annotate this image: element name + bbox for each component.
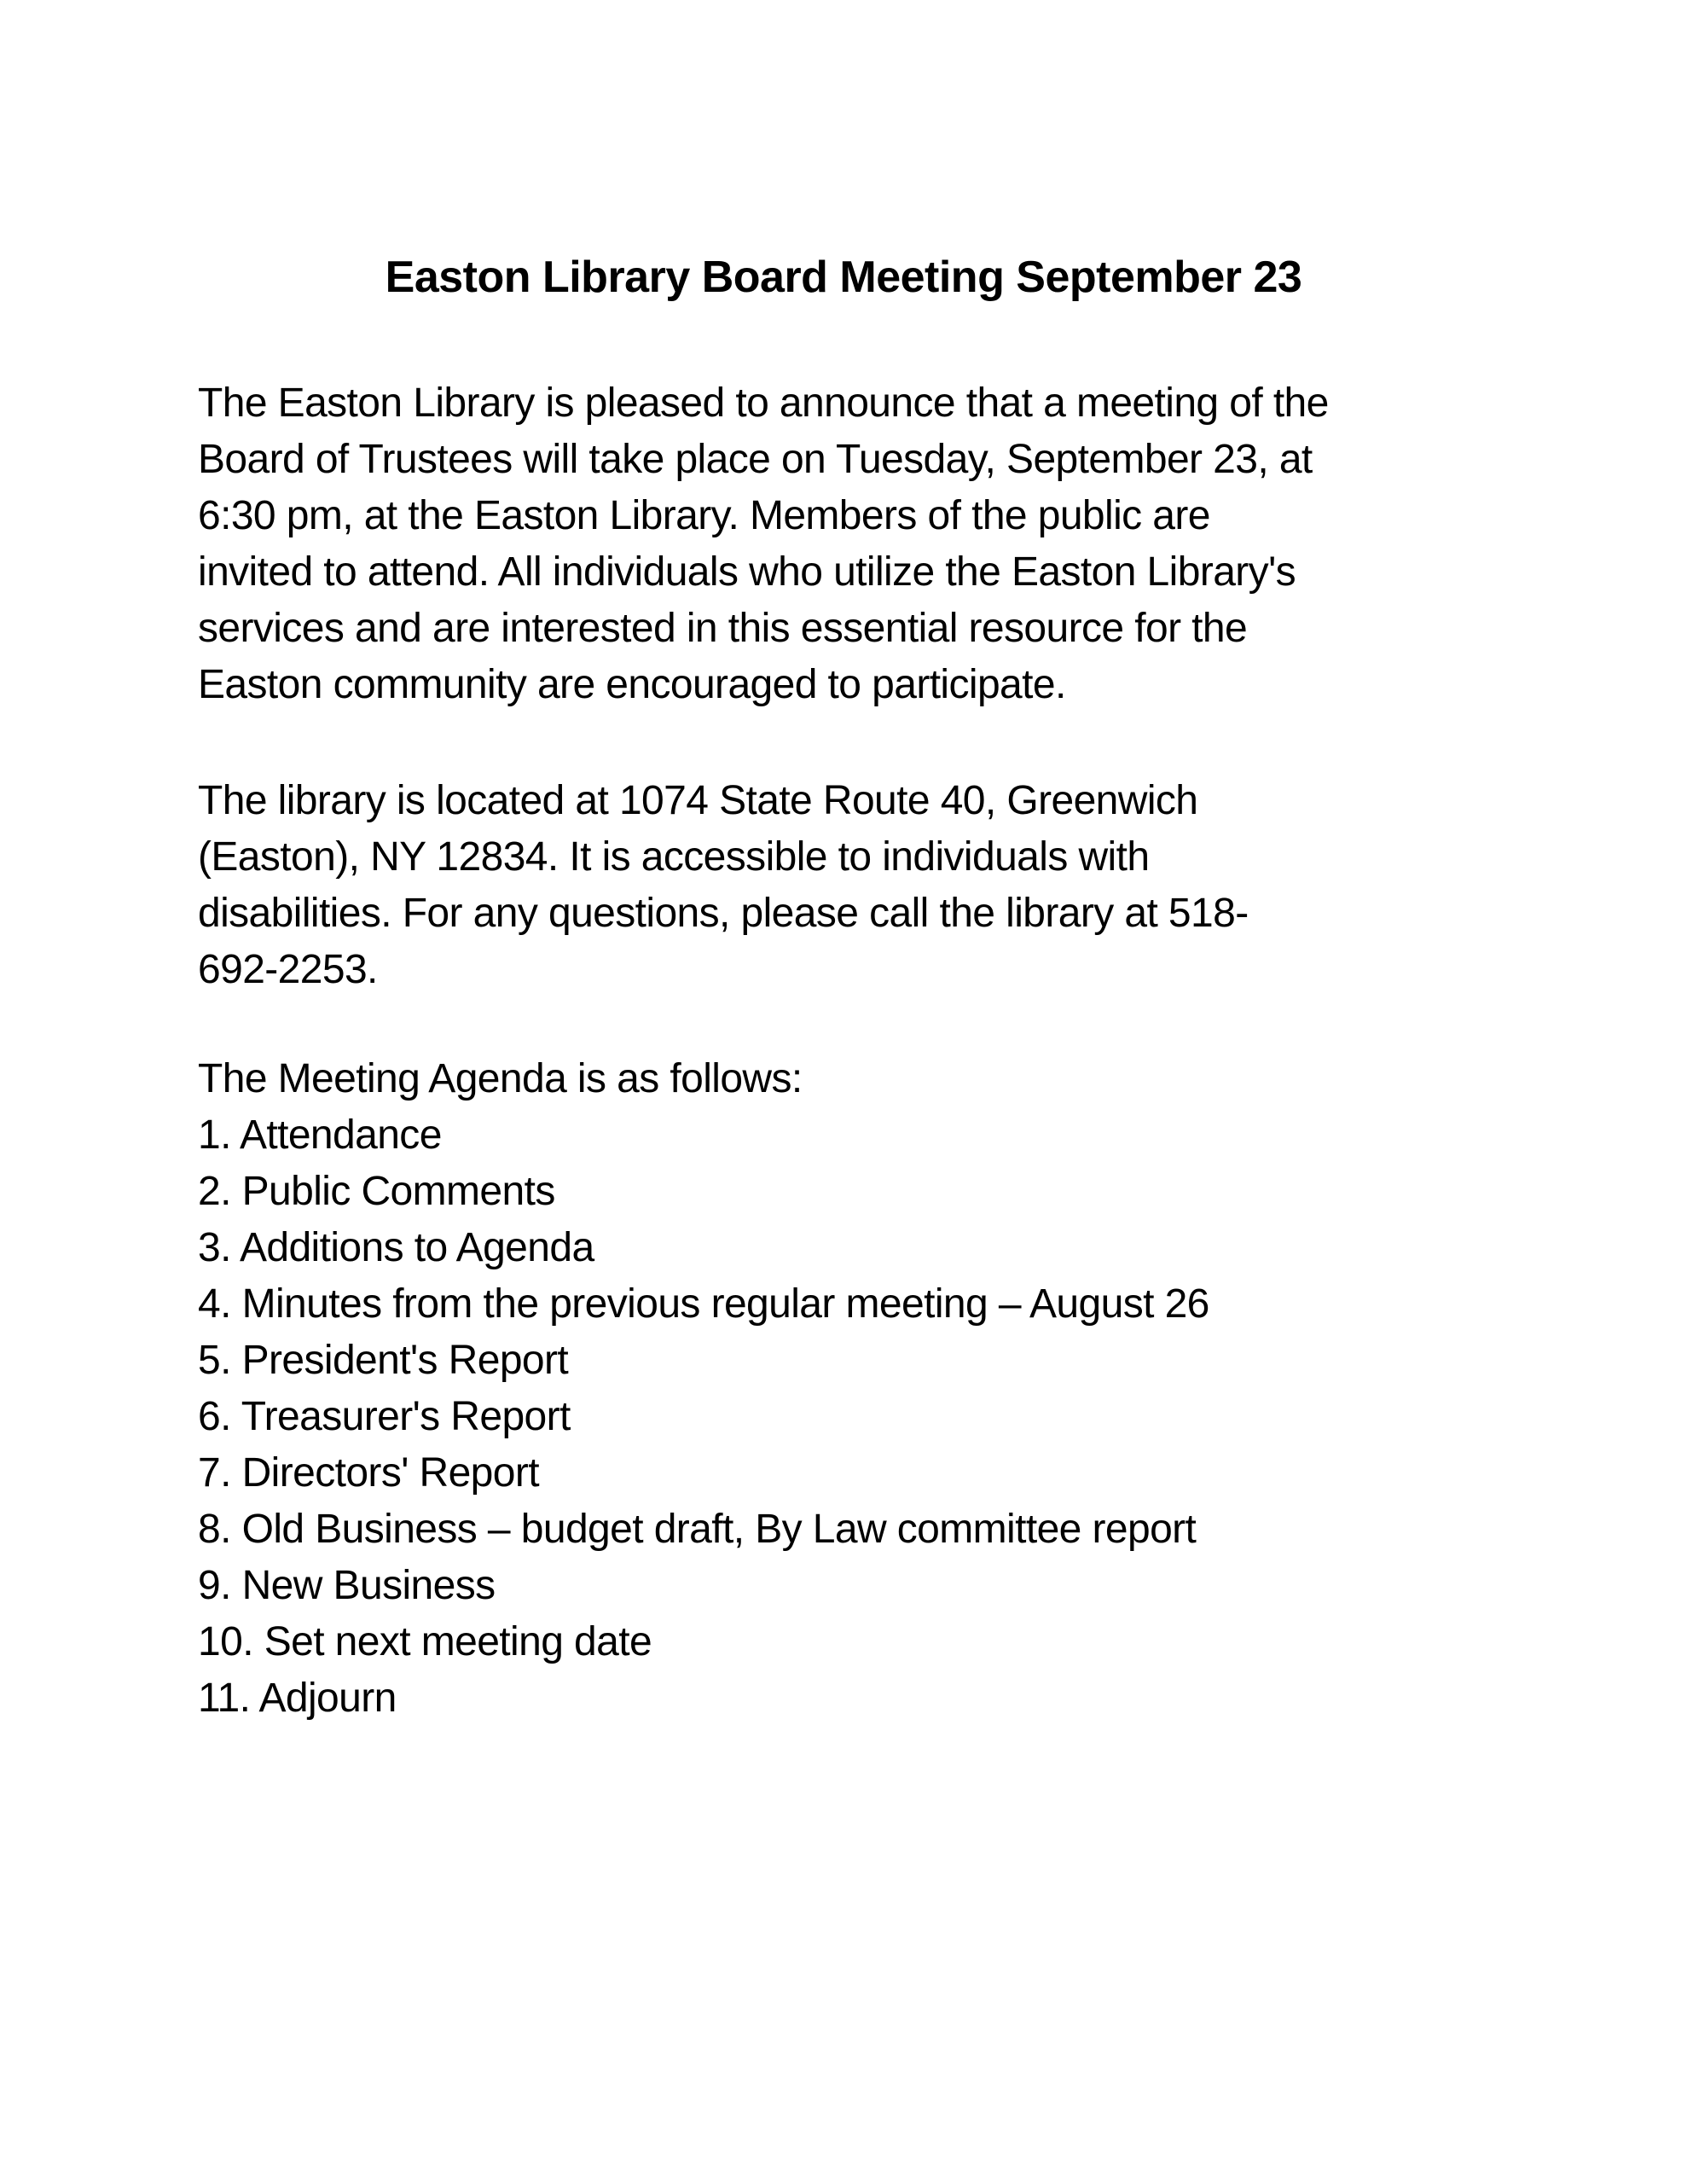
agenda-item-number: 2. (198, 1169, 231, 1214)
agenda-item-text: Set next meeting date (264, 1619, 652, 1664)
agenda-item-number: 11. (198, 1676, 251, 1721)
agenda-item-text: Directors' Report (241, 1450, 539, 1496)
agenda-item (198, 1276, 1528, 1333)
intro-line: services and are interested in this essential resource for the (198, 606, 1248, 651)
agenda-item-number: 1. (198, 1112, 231, 1158)
intro-line: Board of Trustees will take place on Tuesday, September 23, at (198, 437, 1313, 482)
intro-line: Easton community are encouraged to participate. (198, 662, 1066, 707)
agenda-item-number: 8. (198, 1507, 231, 1552)
agenda-item-text: Adjourn (258, 1676, 397, 1721)
agenda-item (198, 1220, 1528, 1276)
intro-line: The Easton Library is pleased to announce that a meeting of the (198, 380, 1329, 426)
agenda-item-number: 4. (198, 1281, 231, 1327)
agenda-item (198, 1558, 1528, 1614)
agenda-item (198, 1164, 1528, 1220)
agenda-item (198, 1445, 1528, 1502)
agenda-item (198, 1614, 1528, 1670)
agenda-section (198, 1051, 1528, 1727)
location-line: The library is located at 1074 State Route 40, Greenwich (198, 778, 1198, 823)
location-line: (Easton), NY 12834. It is accessible to individuals with (198, 834, 1150, 880)
document-title: Easton Library Board Meeting September 23 (385, 253, 1302, 302)
agenda-item (198, 1107, 1528, 1164)
agenda-item-text: Old Business – budget draft, By Law committee report (241, 1507, 1197, 1552)
agenda-item-text: Additions to Agenda (239, 1225, 594, 1270)
agenda-item-text: Attendance (239, 1112, 442, 1158)
agenda-item (198, 1670, 1528, 1727)
agenda-item (198, 1389, 1528, 1445)
intro-paragraph (198, 375, 1528, 713)
location-paragraph (198, 773, 1528, 998)
location-line: disabilities. For any questions, please call the library at 518- (198, 891, 1249, 936)
location-line: 692-2253. (198, 947, 378, 992)
agenda-item-text: Minutes from the previous regular meeting – August 26 (241, 1281, 1209, 1327)
agenda-item (198, 1502, 1528, 1558)
agenda-item-number: 7. (198, 1450, 231, 1496)
agenda-heading: The Meeting Agenda is as follows: (198, 1056, 803, 1101)
agenda-item-text: Public Comments (241, 1169, 555, 1214)
agenda-item-number: 3. (198, 1225, 231, 1270)
agenda-item-text: Treasurer's Report (241, 1394, 571, 1439)
intro-line: invited to attend. All individuals who utilize the Easton Library's (198, 549, 1296, 595)
agenda-item-text: New Business (241, 1563, 496, 1608)
agenda-item-number: 10. (198, 1619, 253, 1664)
agenda-item-number: 5. (198, 1338, 231, 1383)
agenda-list (198, 1107, 1528, 1727)
agenda-item-text: President's Report (241, 1338, 569, 1383)
intro-line: 6:30 pm, at the Easton Library. Members of the public are (198, 493, 1210, 538)
agenda-item (198, 1333, 1528, 1389)
agenda-item-number: 6. (198, 1394, 231, 1439)
agenda-item-number: 9. (198, 1563, 231, 1608)
